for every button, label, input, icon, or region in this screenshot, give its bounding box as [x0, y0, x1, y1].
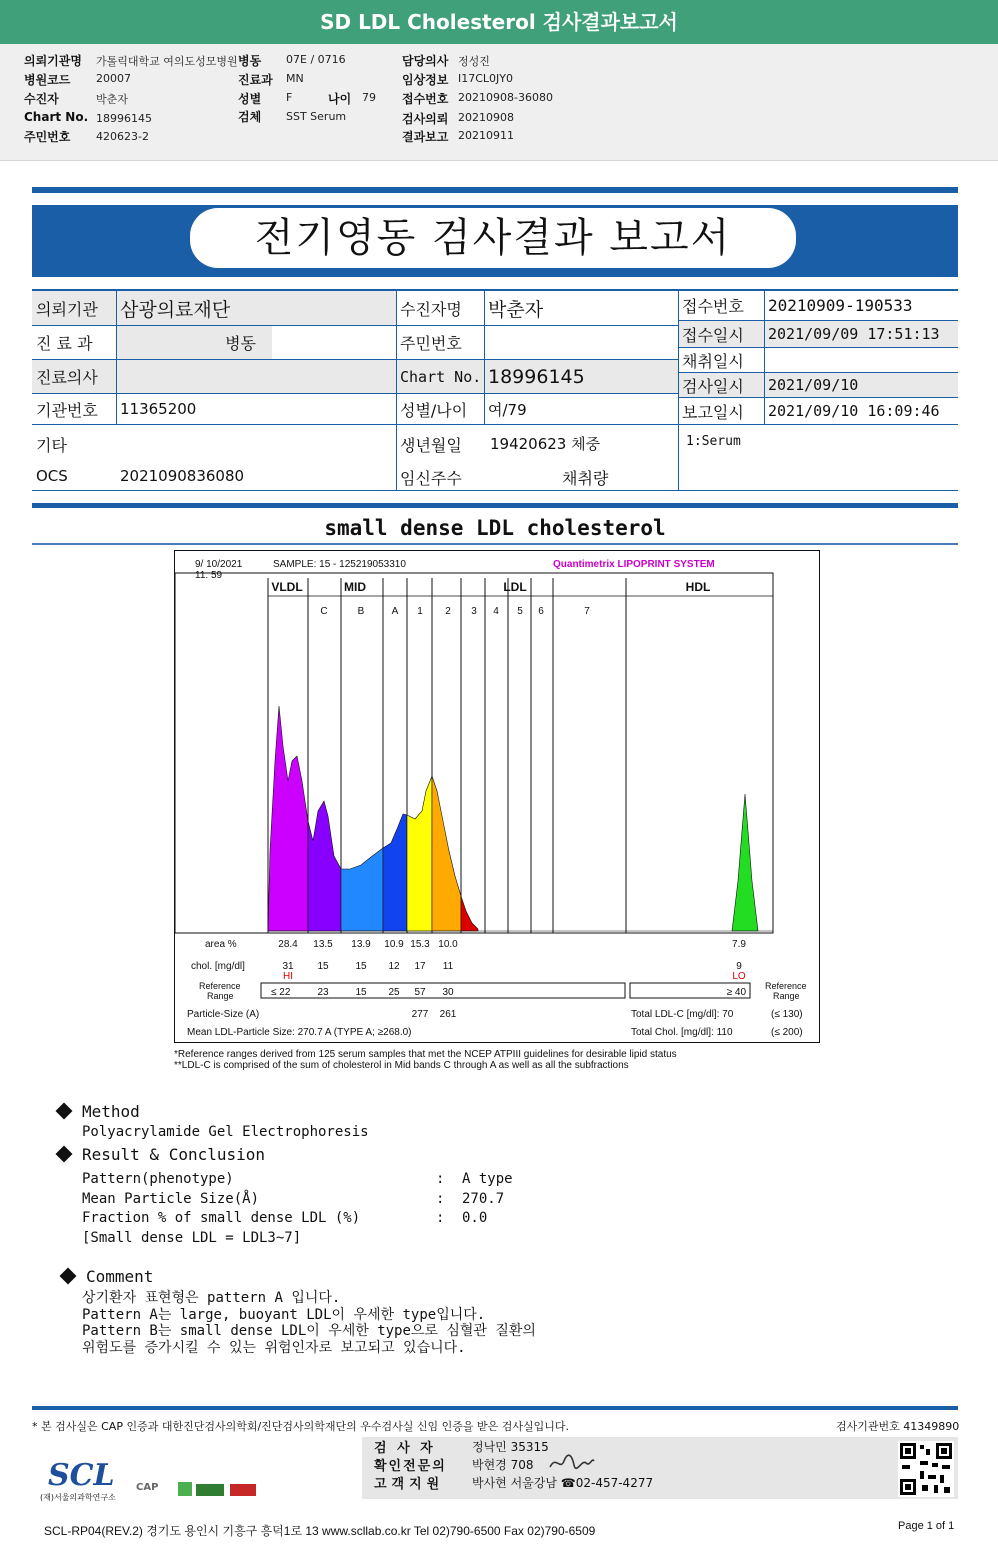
grid-dept-label: 진 료 과	[32, 326, 116, 360]
grid-birth-value: 19420623 체중	[490, 435, 601, 453]
grid-volume-label: 채취량	[562, 469, 609, 488]
sex-value: F	[286, 91, 293, 104]
area-value: 13.9	[351, 939, 371, 950]
method-bullet-icon	[56, 1103, 73, 1120]
comment-line: Pattern A는 large, buoyant LDL이 우세한 type입니다.	[82, 1307, 486, 1323]
receipt-label: 접수번호	[402, 92, 449, 106]
grid-org-no-label: 기관번호	[32, 394, 116, 425]
grid-report-date-label: 보고일시	[678, 398, 764, 425]
resident-no-value: 420623-2	[96, 130, 149, 143]
comment-line: 위험도를 증가시킬 수 있는 위험인자로 보고되고 있습니다.	[82, 1340, 466, 1356]
institution-label: 의뢰기관명	[24, 54, 82, 68]
grid-specimen-value: 1:Serum	[686, 434, 741, 449]
footer-rule	[32, 1406, 958, 1410]
reference-value: 30	[442, 987, 454, 998]
grid-vline-1	[396, 291, 397, 490]
band-label: 5	[517, 606, 523, 617]
grid-test-date-label: 검사일시	[678, 373, 764, 398]
tester-label: 검 사 자	[374, 1441, 436, 1456]
grid-vline-5	[116, 291, 117, 425]
band-label: 2	[445, 606, 451, 617]
grid-birth-label: 생년월일	[400, 436, 462, 455]
result-row-value: 0.0	[462, 1210, 488, 1226]
request-info-panel	[0, 44, 998, 161]
grid-sex-age-value: 여/79	[484, 394, 678, 425]
band-group-label: LDL	[503, 580, 527, 594]
chart-dynamic-layer	[175, 573, 807, 1038]
result-row-value: A type	[462, 1171, 513, 1187]
result-row-label: Fraction % of small dense LDL (%)	[82, 1210, 361, 1226]
lipoprint-svg	[175, 551, 821, 1044]
area-value: 10.0	[438, 939, 458, 950]
band-label: 3	[471, 606, 477, 617]
comment-title: Comment	[86, 1267, 154, 1286]
qr-code-icon	[898, 1441, 954, 1497]
grid-sex-age-label: 성별/나이	[396, 394, 484, 425]
signature-image	[548, 1451, 596, 1475]
reference-value: 57	[414, 987, 426, 998]
grid-pregnancy-label: 임신주수	[400, 469, 462, 488]
grid-receipt-date-label: 접수일시	[678, 321, 764, 348]
institution-value: 가톨릭대학교 여의도성모병원	[96, 55, 238, 68]
request-label: 검사의뢰	[402, 112, 449, 126]
result-row-value: 270.7	[462, 1191, 505, 1207]
doctor-value: 정성진	[458, 55, 490, 68]
report-label: 결과보고	[402, 130, 449, 144]
footnote-2: **LDL-C is comprised of the sum of cholesterol in Mid bands C through A as well as all the subfractions	[174, 1060, 629, 1071]
grid-collect-label: 채취일시	[678, 348, 764, 373]
comment-bullet-icon	[60, 1268, 77, 1285]
chol-value: 15	[355, 961, 367, 972]
comment-line: Pattern B는 small dense LDL이 우세한 type으로 심혈관 질환의	[82, 1323, 536, 1339]
chart-no-value: 18996145	[96, 112, 152, 125]
clinical-value: I17CL0JY0	[458, 72, 514, 85]
result-title: Result & Conclusion	[82, 1145, 266, 1164]
chart-brand: Quantimetrix LIPOPRINT SYSTEM	[553, 559, 715, 570]
chart-no-label: Chart No.	[24, 110, 89, 124]
profile-segment	[308, 801, 341, 931]
profile-segment	[268, 706, 308, 931]
grid-dept-value: 병동	[116, 326, 272, 360]
request-value: 20210908	[458, 111, 514, 124]
band-label: 4	[493, 606, 499, 617]
grid-doctor-value	[116, 360, 396, 394]
reference-label: Reference	[199, 981, 241, 991]
comment-line: 상기환자 표현형은 pattern A 입니다.	[82, 1290, 341, 1306]
chol-value: 11	[442, 961, 454, 972]
result-row-colon: :	[436, 1210, 445, 1226]
specimen-label: 검체	[238, 110, 262, 124]
grid-vline-2	[678, 291, 679, 490]
specimen-value: SST Serum	[286, 110, 347, 123]
grid-etc-label: 기타	[36, 436, 67, 455]
band-label: 1	[417, 606, 423, 617]
result-note: [Small dense LDL = LDL3~7]	[82, 1230, 302, 1246]
profile-segment	[407, 776, 432, 931]
reference-label: Reference	[765, 981, 807, 991]
plot-frame	[175, 573, 773, 933]
reference-value: 23	[317, 987, 329, 998]
header-top-rule	[32, 187, 958, 193]
footer-address: SCL-RP04(REV.2) 경기도 용인시 기흥구 흥덕1로 13 www.scllab.co.kr Tel 02)790-6500 Fax 02)790-6509	[44, 1524, 596, 1538]
area-value: 13.5	[313, 939, 333, 950]
grid-patient-value: 박춘자	[484, 291, 678, 326]
chol-label: chol. [mg/dl]	[191, 961, 245, 972]
ward-value: 07E / 0716	[286, 53, 346, 66]
confirmer-label: 확인전문의	[374, 1459, 447, 1474]
grid-org-no-value: 11365200	[116, 394, 396, 425]
reference-hdl: ≥ 40	[726, 987, 746, 998]
grid-patient-label: 수진자명	[396, 291, 484, 326]
footer-page: Page 1 of 1	[898, 1520, 955, 1532]
grid-receipt-date-value: 2021/09/09 17:51:13	[764, 321, 958, 348]
scl-logo: SCL	[48, 1458, 115, 1493]
chart-title: small dense LDL cholesterol	[324, 516, 666, 540]
profile-segment	[732, 794, 758, 931]
band-label: B	[357, 606, 365, 617]
band-group-label: HDL	[685, 580, 711, 594]
particle-size-label: Particle-Size (A)	[187, 1009, 260, 1020]
reference-label: Range	[207, 991, 234, 1001]
particle-size-value: 277	[411, 1009, 429, 1020]
footer-signature-panel	[362, 1437, 958, 1499]
method-title: Method	[82, 1102, 140, 1121]
chart-title-rule	[32, 543, 958, 545]
resident-no-label: 주민번호	[24, 130, 71, 144]
grid-doctor-label: 진료의사	[32, 360, 116, 394]
flag-lo: LO	[732, 971, 746, 982]
area-value: 10.9	[384, 939, 404, 950]
particle-size-value: 261	[439, 1009, 457, 1020]
chol-value: 15	[317, 961, 329, 972]
age-label: 나이	[328, 92, 352, 106]
patient-label: 수진자	[24, 92, 59, 106]
result-row-label: Mean Particle Size(Å)	[82, 1191, 260, 1207]
grid-vline-3	[764, 291, 765, 425]
chol-value: 9	[736, 961, 742, 972]
support-label: 고객지원	[374, 1477, 445, 1492]
chart-date: 9/ 10/2021	[195, 559, 243, 570]
band-group-label: MID	[344, 580, 366, 594]
total-chol-ref: (≤ 200)	[771, 1027, 803, 1038]
total-ldl-ref: (≤ 130)	[771, 1009, 803, 1020]
grid-inst-value: 삼광의료재단	[116, 291, 396, 326]
band-label: 6	[538, 606, 544, 617]
total-ldl-text: Total LDL-C [mg/dl]: 70	[631, 1009, 734, 1020]
chart-time: 11: 59	[195, 570, 223, 581]
section-rule	[32, 503, 958, 508]
grid-resident-label: 주민번호	[396, 326, 484, 360]
grid-chart-label: Chart No.	[396, 360, 484, 394]
grid-bottom-rule	[32, 490, 958, 491]
grid-ocs-value: 2021090836080	[120, 467, 245, 485]
flag-hi: HI	[283, 971, 293, 982]
confirmer-value: 박현경 708	[472, 1458, 534, 1472]
grid-test-date-value: 2021/09/10	[764, 373, 958, 398]
footnote-1: *Reference ranges derived from 125 serum samples that met the NCEP ATPIII guidelines for desirable lipid status	[174, 1049, 677, 1060]
profile-segment	[461, 896, 478, 931]
total-chol-text: Total Chol. [mg/dl]: 110	[631, 1027, 733, 1038]
ward-label: 병동	[238, 54, 262, 68]
mean-size-text: Mean LDL-Particle Size: 270.7 A (TYPE A; ≥268.0)	[187, 1027, 412, 1038]
sex-label: 성별	[238, 92, 262, 106]
report-banner-title: SD LDL Cholesterol 검사결과보고서	[0, 0, 998, 44]
area-value: 15.3	[410, 939, 430, 950]
reference-value: ≤ 22	[271, 987, 291, 998]
reference-value: 15	[355, 987, 367, 998]
band-label: 7	[584, 606, 590, 617]
band-group-label: VLDL	[271, 580, 303, 594]
chart-sample: SAMPLE: 15 - 125219053310	[273, 559, 406, 570]
grid-collect-value	[764, 348, 958, 373]
area-value: 28.4	[278, 939, 298, 950]
reference-label: Range	[773, 991, 800, 1001]
receipt-value: 20210908-36080	[458, 91, 553, 104]
clinical-label: 임상정보	[402, 73, 449, 87]
footer-notice: * 본 검사실은 CAP 인증과 대한진단검사의학회/진단검사의학재단의 우수검사실 신임 인증을 받은 검사실입니다.	[32, 1420, 570, 1433]
cap-logo: CAP	[136, 1482, 159, 1493]
reference-value: 25	[388, 987, 400, 998]
result-row-colon: :	[436, 1171, 445, 1187]
support-value: 박사현 서울강남 ☎02-457-4277	[472, 1476, 654, 1490]
result-row-colon: :	[436, 1191, 445, 1207]
area-value: 7.9	[732, 939, 746, 950]
chol-value: 31	[282, 961, 294, 972]
grid-resident-value	[484, 326, 678, 360]
hospital-code-value: 20007	[96, 72, 131, 85]
dept-label: 진료과	[238, 73, 273, 87]
age-value: 79	[362, 91, 376, 104]
grid-report-date-value: 2021/09/10 16:09:46	[764, 398, 958, 425]
grid-receipt-no-label: 접수번호	[678, 291, 764, 321]
method-text: Polyacrylamide Gel Electrophoresis	[82, 1124, 369, 1140]
grid-ocs-label: OCS	[36, 467, 68, 485]
accreditation-logos-icon	[178, 1480, 258, 1500]
scl-logo-subtitle: (재)서울의과학연구소	[40, 1493, 116, 1502]
doctor-label: 담당의사	[402, 54, 449, 68]
lipoprint-chart	[174, 550, 820, 1043]
result-row-label: Pattern(phenotype)	[82, 1171, 234, 1187]
grid-chart-value: 18996145	[484, 360, 678, 394]
dept-value: MN	[286, 72, 304, 85]
tester-value: 정낙민 35315	[472, 1440, 549, 1454]
report-title: 전기영동 검사결과 보고서	[190, 208, 796, 268]
grid-inst-label: 의뢰기관	[32, 291, 116, 326]
profile-segment	[432, 776, 461, 931]
grid-vline-4	[484, 291, 485, 425]
report-value: 20210911	[458, 129, 514, 142]
profile-segment	[341, 848, 383, 931]
profile-segment	[383, 814, 407, 931]
hospital-code-label: 병원코드	[24, 73, 71, 87]
result-bullet-icon	[56, 1146, 73, 1163]
area-label: area %	[205, 939, 237, 950]
footer-org-no: 검사기관번호 41349890	[836, 1420, 960, 1433]
band-label: C	[320, 606, 328, 617]
grid-dept-extra	[272, 326, 396, 360]
grid-receipt-no-value: 20210909-190533	[764, 291, 958, 321]
band-label: A	[391, 606, 399, 617]
chol-value: 12	[388, 961, 400, 972]
patient-value: 박춘자	[96, 93, 128, 106]
chol-value: 17	[414, 961, 426, 972]
